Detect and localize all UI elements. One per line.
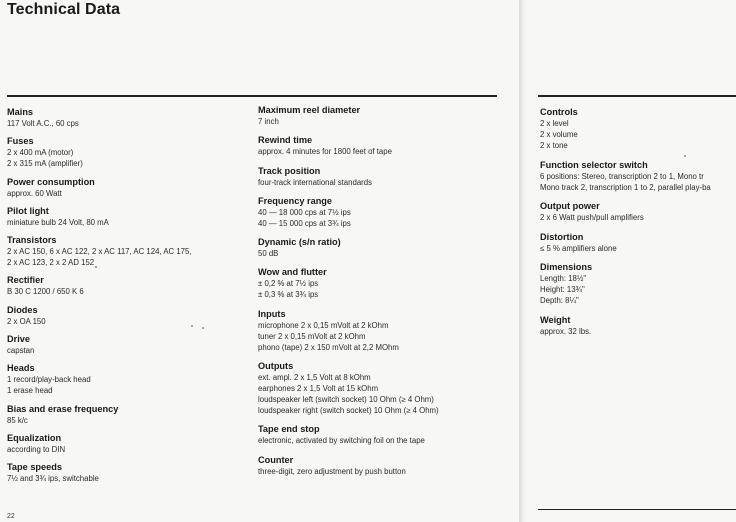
spec-heading: Equalization — [7, 432, 62, 443]
page-title: Technical Data — [7, 1, 121, 18]
spec-value: 2 x AC 123, 2 x 2 AD 152 — [7, 258, 95, 268]
spec-track-position — [258, 166, 513, 188]
spec-function-selector-switch — [540, 160, 736, 193]
spec-value: 1 record/play-back head — [7, 375, 91, 385]
spec-controls — [540, 107, 736, 151]
paper-speck — [95, 266, 97, 268]
spec-value: loudspeaker left (switch socket) 10 Ohm (≥ 4 Ohm) — [258, 395, 434, 405]
spec-value: 7½ and 3¾ ips, switchable — [7, 474, 99, 484]
spec-heading: Tape speeds — [7, 462, 62, 473]
spec-heading: Track position — [258, 165, 321, 176]
spec-inputs — [258, 309, 513, 353]
spec-heading: Dynamic (s/n ratio) — [258, 237, 341, 248]
spec-value: 2 x 315 mA (amplifier) — [7, 159, 83, 169]
spec-value: according to DIN — [7, 444, 66, 454]
spec-heading: Controls — [540, 107, 578, 117]
spec-value: Height: 13¾" — [540, 285, 585, 294]
spec-heading: Function selector switch — [540, 159, 648, 170]
spec-heading: Wow and flutter — [258, 267, 327, 278]
spec-heading: Heads — [7, 363, 35, 374]
spec-value: 1 erase head — [7, 386, 53, 396]
spec-value: 40 — 18 000 cps at 7½ ips — [258, 207, 351, 217]
spec-value: approx. 4 minutes for 1800 feet of tape — [258, 147, 392, 157]
page-number: 22 — [7, 513, 15, 520]
spec-value: loudspeaker right (switch socket) 10 Ohm (≥ 4 Ohm) — [258, 406, 439, 416]
spec-heading: Counter — [258, 454, 294, 465]
spec-tape-end-stop — [258, 424, 513, 446]
spec-heading: Distortion — [540, 231, 584, 242]
spec-heading: Diodes — [7, 304, 38, 315]
spec-outputs — [258, 361, 513, 416]
spec-heading: Weight — [540, 314, 571, 325]
spec-distortion — [540, 232, 736, 254]
paper-speck — [684, 155, 686, 157]
spec-mains — [7, 107, 252, 129]
spec-heading: Tape end stop — [258, 424, 320, 435]
spec-value: 40 — 15 000 cps at 3¾ ips — [258, 218, 351, 228]
spec-heading: Output power — [540, 201, 600, 211]
spec-value: electronic, activated by switching foil on the tape — [258, 436, 425, 446]
spec-heading: Outputs — [258, 361, 294, 372]
spec-heading: Rectifier — [7, 275, 44, 286]
specs-column-middle — [258, 105, 513, 477]
spec-transistors — [7, 235, 252, 268]
spec-value: approx. 32 lbs. — [540, 326, 592, 336]
spec-output-power — [540, 201, 736, 223]
spec-heading: Inputs — [258, 308, 286, 319]
spec-value: Length: 18½" — [540, 274, 587, 283]
spec-value: ± 0,3 % at 3¾ ips — [258, 290, 319, 300]
spec-value: miniature bulb 24 Volt, 80 mA — [7, 217, 109, 227]
spec-power-consumption — [7, 177, 252, 199]
paper-speck — [191, 325, 193, 327]
spec-counter — [258, 455, 513, 477]
specs-column-left — [7, 107, 252, 484]
spec-tape-speeds — [7, 462, 252, 484]
spec-value: three-digit, zero adjustment by push button — [258, 466, 406, 476]
spec-fuses — [7, 136, 252, 169]
spec-wow-and-flutter — [258, 267, 513, 300]
spec-value: approx. 60 Watt — [7, 188, 62, 198]
right-page — [525, 0, 736, 522]
spec-heading: Power consumption — [7, 176, 95, 187]
spec-value: 85 k/c — [7, 415, 28, 425]
spec-drive — [7, 334, 252, 356]
spec-value: capstan — [7, 346, 35, 356]
specs-column-right — [540, 107, 736, 337]
spec-heading: Rewind time — [258, 135, 313, 146]
spec-value: earphones 2 x 1,5 Volt at 15 kOhm — [258, 384, 379, 394]
spec-value: phono (tape) 2 x 150 mVolt at 2,2 MOhm — [258, 342, 399, 352]
spec-dimensions — [540, 262, 736, 306]
bottom-rule-right — [538, 509, 736, 510]
spec-heading: Fuses — [7, 136, 34, 147]
paper-speck — [202, 327, 204, 329]
spec-equalization — [7, 433, 252, 455]
spec-heading: Pilot light — [7, 205, 49, 216]
spec-value: 2 x tone — [540, 141, 568, 150]
spec-value: B 30 C 1200 / 650 K 6 — [7, 287, 84, 297]
spec-heading: Bias and erase frequency — [7, 403, 119, 414]
spec-value: Mono track 2, transcription 1 to 2, parallel play-ba — [540, 182, 711, 192]
spec-value: 2 x volume — [540, 130, 578, 139]
spec-heading: Dimensions — [540, 262, 593, 272]
spec-rewind-time — [258, 135, 513, 157]
spec-value: tuner 2 x 0,15 mVolt at 2 kOhm — [258, 331, 366, 341]
spec-dynamic-s-n-ratio — [258, 237, 513, 259]
spec-value: ≤ 5 % amplifiers alone — [540, 243, 617, 253]
spec-value: 7 inch — [258, 117, 279, 126]
spec-rectifier — [7, 275, 252, 297]
top-rule-right — [538, 95, 736, 97]
spec-value: ext. ampl. 2 x 1,5 Volt at 8 kOhm — [258, 373, 371, 383]
spec-value: 2 x AC 150, 6 x AC 122, 2 x AC 117, AC 124, AC 175, — [7, 247, 192, 257]
spec-frequency-range — [258, 196, 513, 229]
spec-maximum-reel-diameter — [258, 105, 513, 127]
top-rule — [7, 95, 497, 97]
spec-heads — [7, 363, 252, 396]
spec-heading: Maximum reel diameter — [258, 105, 361, 115]
spec-pilot-light — [7, 206, 252, 228]
spec-value: 2 x 400 mA (motor) — [7, 148, 74, 158]
spec-value: 50 dB — [258, 249, 279, 259]
spec-value: 2 x level — [540, 119, 569, 128]
spec-heading: Drive — [7, 334, 30, 345]
spec-value: microphone 2 x 0,15 mVolt at 2 kOhm — [258, 320, 389, 330]
spec-value: 2 x OA 150 — [7, 316, 46, 326]
spec-value: ± 0,2 % at 7½ ips — [258, 279, 319, 289]
spec-value: four-track international standards — [258, 177, 372, 187]
spec-bias-and-erase-frequency — [7, 404, 252, 426]
spec-diodes — [7, 305, 252, 327]
spec-heading: Mains — [7, 107, 34, 117]
spec-heading: Frequency range — [258, 195, 333, 206]
spec-heading: Transistors — [7, 235, 57, 246]
spec-value: Depth: 8¼" — [540, 296, 579, 305]
spec-value: 117 Volt A.C., 60 cps — [7, 119, 79, 128]
spec-value: 6 positions: Stereo, transcription 2 to 1, Mono tr — [540, 171, 704, 181]
spec-value: 2 x 6 Watt push/pull amplifiers — [540, 213, 644, 222]
spec-weight — [540, 315, 736, 337]
